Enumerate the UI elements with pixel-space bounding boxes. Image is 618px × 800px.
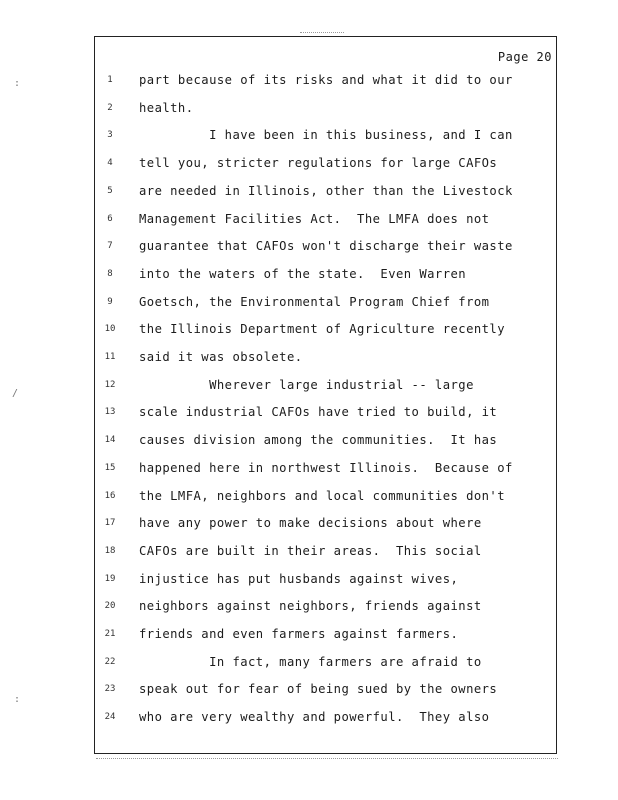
- transcript-line: Goetsch, the Environmental Program Chief from: [139, 295, 490, 309]
- transcript-line: friends and even farmers against farmers.: [139, 627, 459, 641]
- transcript-line: I have been in this business, and I can: [139, 128, 513, 142]
- line-number: 19: [104, 574, 116, 584]
- scan-speck: /: [12, 388, 19, 399]
- scan-mark-top: [300, 32, 344, 33]
- transcript-line: happened here in northwest Illinois. Because of: [139, 461, 513, 475]
- line-number: 7: [107, 241, 113, 251]
- page-number: Page 20: [497, 50, 552, 64]
- line-number: 21: [104, 629, 116, 639]
- transcript-line: speak out for fear of being sued by the owners: [139, 682, 498, 696]
- line-number: 8: [107, 269, 113, 279]
- line-number: 5: [107, 186, 113, 196]
- transcript-line: said it was obsolete.: [139, 350, 303, 364]
- transcript-line: guarantee that CAFOs won't discharge their waste: [139, 239, 513, 253]
- transcript-line: causes division among the communities. It has: [139, 433, 498, 447]
- transcript-line: health.: [139, 101, 194, 115]
- transcript-line: scale industrial CAFOs have tried to build, it: [139, 405, 498, 419]
- line-number: 14: [104, 435, 116, 445]
- transcript-line: who are very wealthy and powerful. They also: [139, 710, 490, 724]
- line-number: 24: [104, 712, 116, 722]
- line-number: 23: [104, 684, 116, 694]
- line-number: 2: [107, 103, 113, 113]
- line-number: 4: [107, 158, 113, 168]
- transcript-line: CAFOs are built in their areas. This social: [139, 544, 482, 558]
- line-number: 15: [104, 463, 116, 473]
- scan-speck: :: [14, 78, 21, 89]
- transcript-line: tell you, stricter regulations for large CAFOs: [139, 156, 498, 170]
- line-number: 20: [104, 601, 116, 611]
- transcript-line: the LMFA, neighbors and local communities don't: [139, 489, 506, 503]
- transcript-line: Management Facilities Act. The LMFA does not: [139, 212, 490, 226]
- line-number: 12: [104, 380, 116, 390]
- transcript-line: into the waters of the state. Even Warren: [139, 267, 467, 281]
- scan-rule-bottom: [96, 758, 558, 759]
- line-number: 3: [107, 130, 113, 140]
- transcript-line: In fact, many farmers are afraid to: [139, 655, 482, 669]
- line-number: 13: [104, 407, 116, 417]
- transcript-line: injustice has put husbands against wives,: [139, 572, 459, 586]
- line-number: 6: [107, 214, 113, 224]
- transcript-line: Wherever large industrial -- large: [139, 378, 474, 392]
- line-number: 10: [104, 324, 116, 334]
- line-number: 18: [104, 546, 116, 556]
- transcript-line: are needed in Illinois, other than the Livestock: [139, 184, 513, 198]
- page-border: [94, 36, 557, 754]
- line-number: 11: [104, 352, 116, 362]
- transcript-line: have any power to make decisions about where: [139, 516, 482, 530]
- line-number: 22: [104, 657, 116, 667]
- line-number: 17: [104, 518, 116, 528]
- transcript-line: part because of its risks and what it did to our: [139, 73, 513, 87]
- line-number: 16: [104, 491, 116, 501]
- line-number: 9: [107, 297, 113, 307]
- line-number: 1: [107, 75, 113, 85]
- transcript-line: the Illinois Department of Agriculture recently: [139, 322, 506, 336]
- transcript-line: neighbors against neighbors, friends against: [139, 599, 482, 613]
- scan-speck: :: [14, 694, 21, 705]
